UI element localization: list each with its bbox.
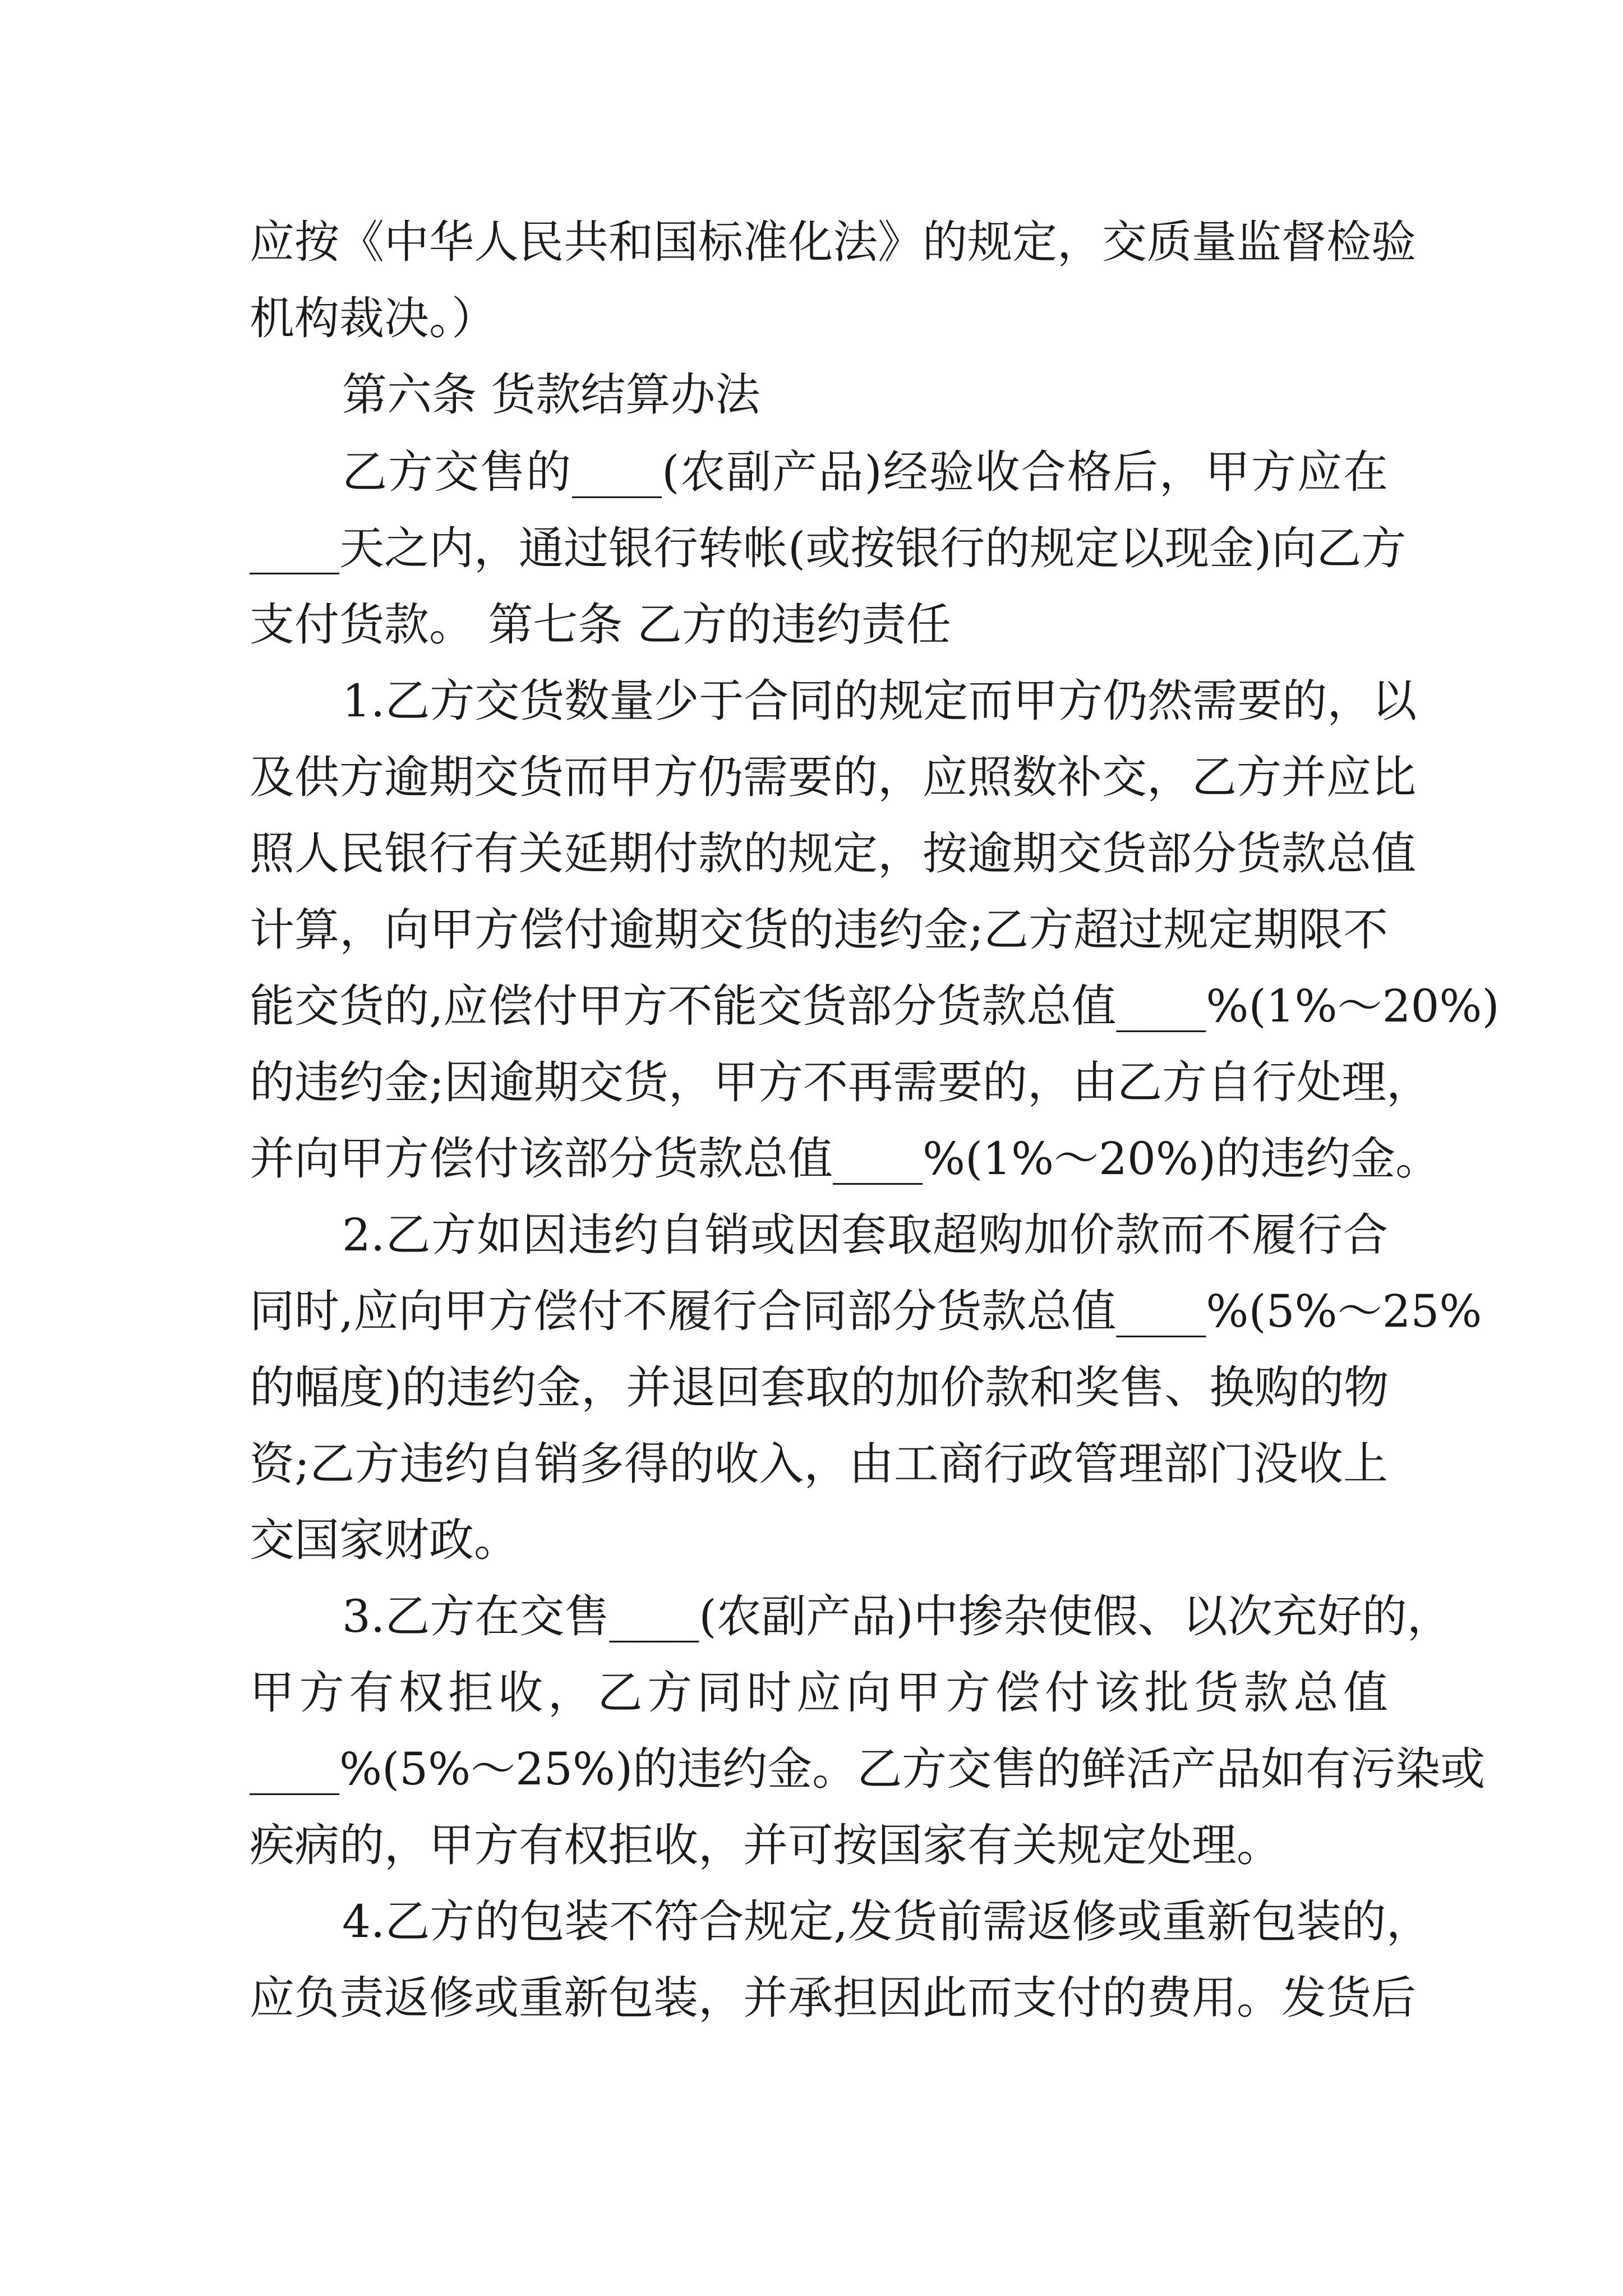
text-line: 的幅度)的违约金，并退回套取的加价款和奖售、换购的物 xyxy=(250,1361,1389,1414)
text-line: 乙方交售的____(农副产品)经验收合格后，甲方应在 xyxy=(342,446,1388,498)
text-line: 交国家财政。 xyxy=(250,1514,519,1566)
text-line: ____%(5%～25%)的违约金。乙方交售的鲜活产品如有污染或 xyxy=(250,1743,1486,1795)
text-line: 支付货款。 第七条 乙方的违约责任 xyxy=(250,599,951,651)
text-line: 并向甲方偿付该部分货款总值____%(1%～20%)的违约金。 xyxy=(250,1133,1441,1185)
text-line: ____天之内，通过银行转帐(或按银行的规定以现金)向乙方 xyxy=(250,522,1407,574)
text-line: 机构裁决。） xyxy=(250,292,496,344)
text-line: 的违约金;因逾期交货，甲方不再需要的，由乙方自行处理， xyxy=(250,1056,1431,1108)
text-line: 疾病的，甲方有权拒收，并可按国家有关规定处理。 xyxy=(250,1819,1281,1871)
text-line: 甲方有权拒收，乙方同时应向甲方偿付该批货款总值 xyxy=(250,1667,1388,1719)
text-line: 及供方逾期交货而甲方仍需要的，应照数补交，乙方并应比 xyxy=(250,751,1416,803)
text-line: 计算，向甲方偿付逾期交货的违约金;乙方超过规定期限不 xyxy=(250,904,1388,956)
text-line: 4.乙方的包装不符合规定,发货前需返修或重新包装的， xyxy=(342,1895,1431,1948)
text-line: 应负责返修或重新包装，并承担因此而支付的费用。发货后 xyxy=(250,1972,1416,2024)
text-line: 3.乙方在交售____(农副产品)中掺杂使假、以次充好的， xyxy=(342,1590,1452,1642)
text-line: 能交货的,应偿付甲方不能交货部分货款总值____%(1%～20%) xyxy=(250,980,1500,1032)
text-line: 2.乙方如因违约自销或因套取超购加价款而不履行合 xyxy=(342,1209,1388,1261)
text-line: 1.乙方交货数量少于合同的规定而甲方仍然需要的，以 xyxy=(342,675,1417,727)
text-line: 同时,应向甲方偿付不履行合同部分货款总值____%(5%～25% xyxy=(250,1285,1482,1337)
section-heading: 第六条 货款结算办法 xyxy=(342,369,760,421)
text-line: 照人民银行有关延期付款的规定，按逾期交货部分货款总值 xyxy=(250,827,1416,880)
text-line: 应按《中华人民共和国标准化法》的规定，交质量监督检验 xyxy=(250,216,1416,268)
text-line: 资;乙方违约自销多得的收入，由工商行政管理部门没收上 xyxy=(250,1438,1388,1490)
